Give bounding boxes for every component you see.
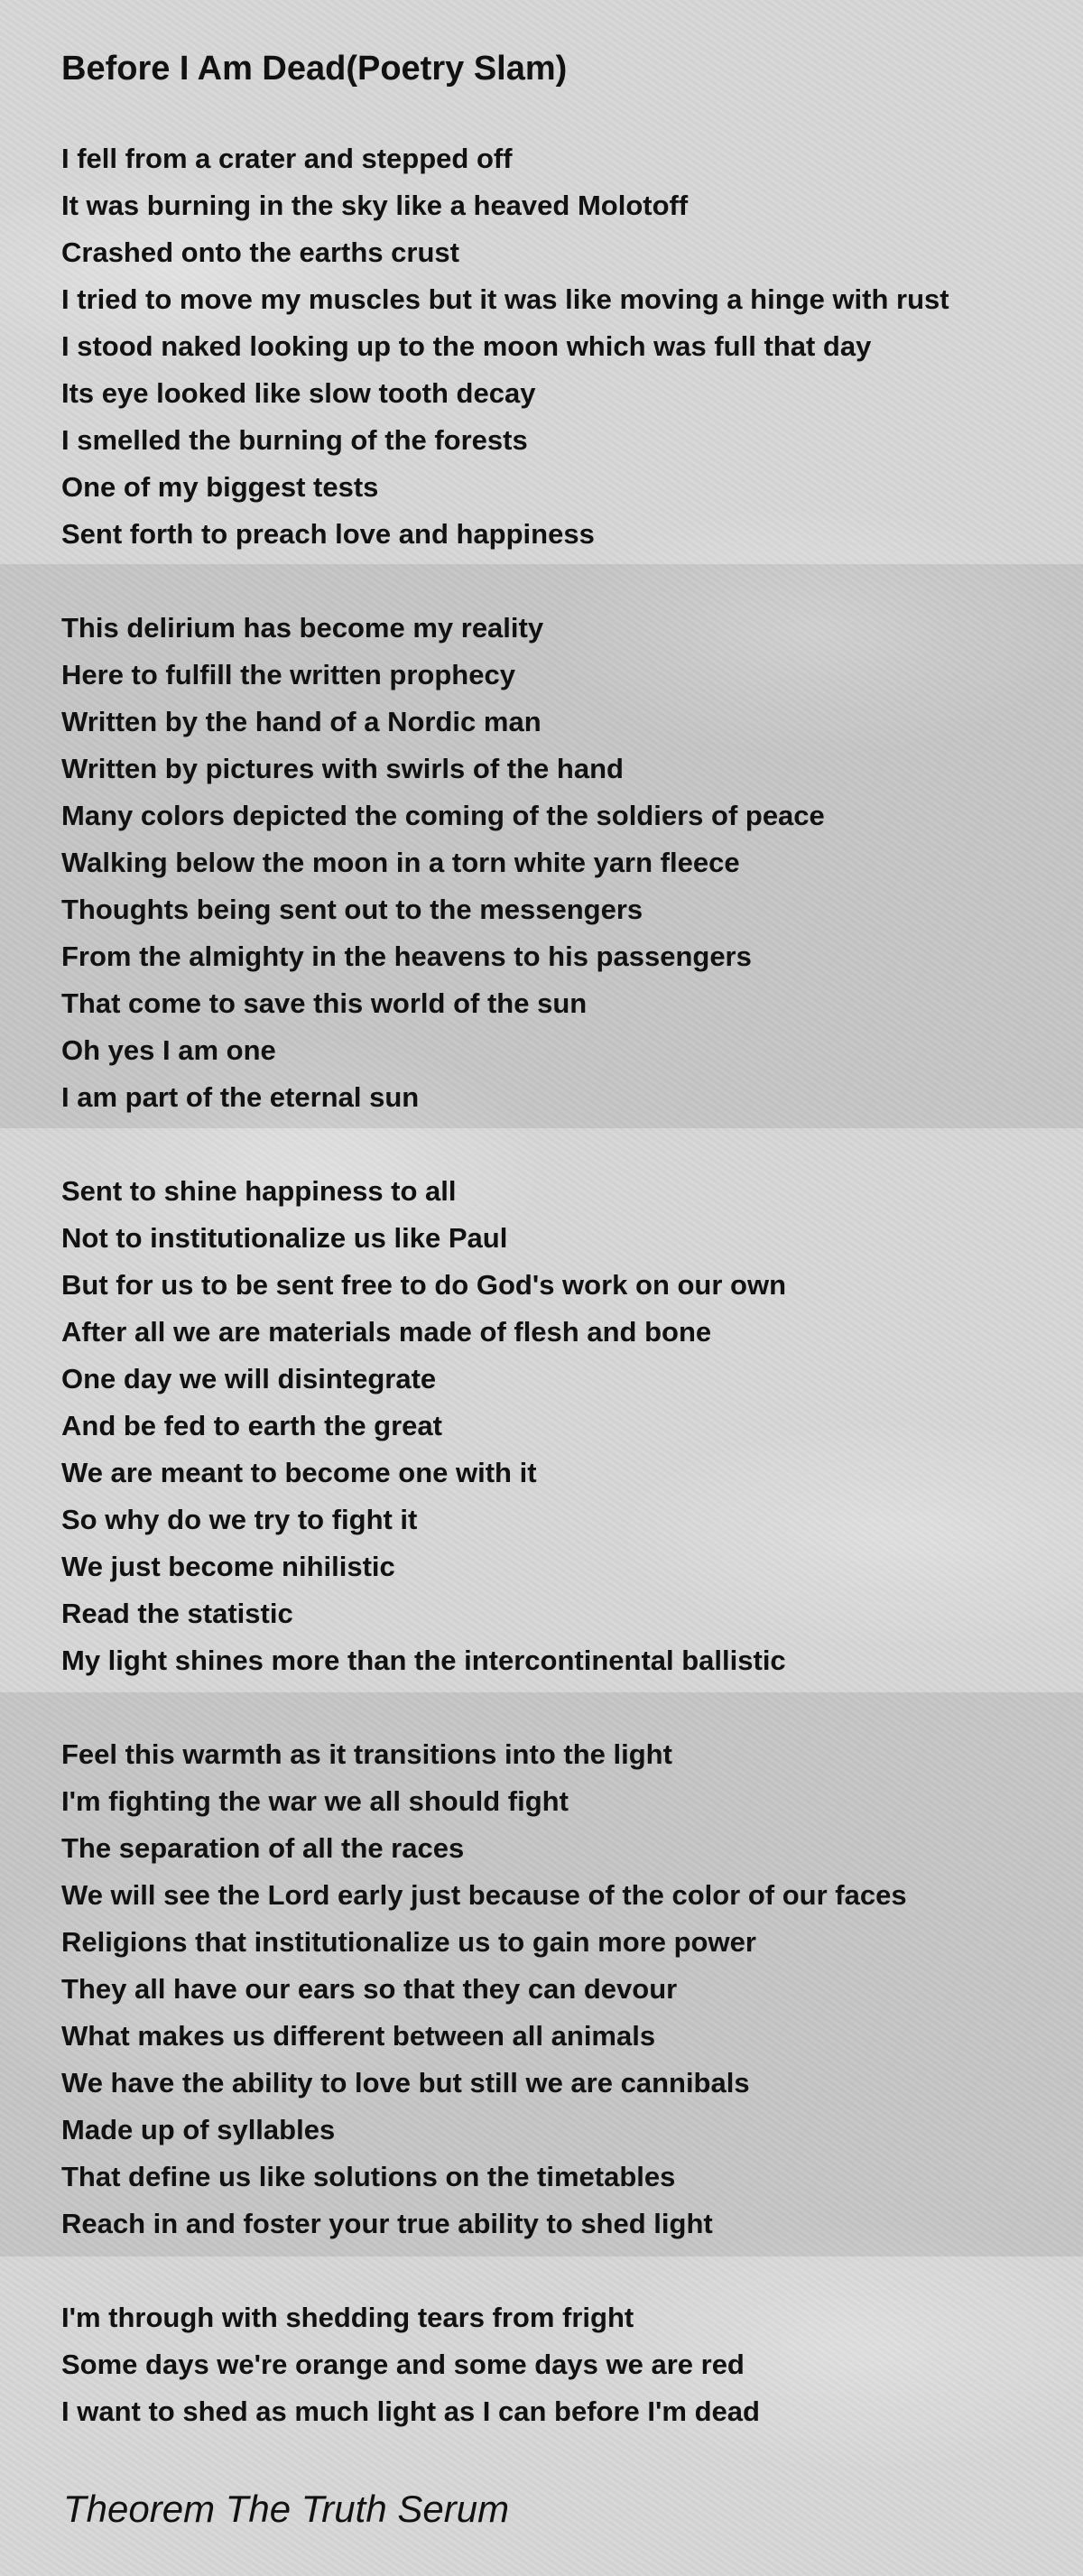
poem-line: Sent to shine happiness to all bbox=[61, 1175, 457, 1207]
stanza-3 bbox=[61, 1168, 786, 1684]
poem-line: Religions that institutionalize us to gain more power bbox=[61, 1926, 756, 1958]
poem-line: Made up of syllables bbox=[61, 2114, 336, 2145]
poem-line: We are meant to become one with it bbox=[61, 1457, 537, 1488]
poem-line: That define us like solutions on the timetables bbox=[61, 2161, 676, 2192]
poem-line: We will see the Lord early just because of the color of our faces bbox=[61, 1879, 907, 1911]
poem-line: Read the statistic bbox=[61, 1598, 293, 1629]
poem-line: And be fed to earth the great bbox=[61, 1410, 442, 1441]
poem-line: Sent forth to preach love and happiness bbox=[61, 518, 595, 550]
poem-line: I tried to move my muscles but it was like moving a hinge with rust bbox=[61, 283, 949, 315]
poem-line: Crashed onto the earths crust bbox=[61, 236, 459, 268]
poem-line: Some days we're orange and some days we are red bbox=[61, 2349, 745, 2380]
poem-line: This delirium has become my reality bbox=[61, 612, 544, 644]
poem-line: It was burning in the sky like a heaved Molotoff bbox=[61, 190, 689, 221]
stanza-2 bbox=[61, 605, 825, 1121]
poem-line: That come to save this world of the sun bbox=[61, 987, 588, 1019]
poem-line: Thoughts being sent out to the messengers bbox=[61, 894, 643, 925]
poem-line: Written by pictures with swirls of the hand bbox=[61, 753, 624, 784]
poem-line: Written by the hand of a Nordic man bbox=[61, 706, 542, 737]
stanza-1 bbox=[61, 135, 949, 558]
poem-line: Walking below the moon in a torn white yarn fleece bbox=[61, 847, 740, 878]
poem-line: I'm through with shedding tears from fright bbox=[61, 2302, 634, 2333]
poem-line: Its eye looked like slow tooth decay bbox=[61, 377, 536, 409]
poem-line: Many colors depicted the coming of the soldiers of peace bbox=[61, 800, 825, 831]
poem-line: Feel this warmth as it transitions into the light bbox=[61, 1738, 672, 1770]
poem-line: I want to shed as much light as I can before I'm dead bbox=[61, 2395, 760, 2427]
poem-line: I smelled the burning of the forests bbox=[61, 424, 528, 456]
poem-line: They all have our ears so that they can devour bbox=[61, 1973, 678, 2005]
poem-line: But for us to be sent free to do God's work on our own bbox=[61, 1269, 787, 1301]
poem-line: So why do we try to fight it bbox=[61, 1504, 418, 1535]
poem-line: One of my biggest tests bbox=[61, 471, 379, 503]
poem-line: What makes us different between all animals bbox=[61, 2020, 656, 2052]
poem-line: The separation of all the races bbox=[61, 1832, 465, 1864]
poem-line: I am part of the eternal sun bbox=[61, 1081, 420, 1113]
poem-line: We have the ability to love but still we are cannibals bbox=[61, 2067, 750, 2099]
stanza-4 bbox=[61, 1731, 907, 2247]
poem-title: Before I Am Dead(Poetry Slam) bbox=[61, 50, 568, 88]
poem-line: Reach in and foster your true ability to shed light bbox=[61, 2208, 713, 2239]
poem-line: After all we are materials made of flesh and bone bbox=[61, 1316, 712, 1348]
poem-line: We just become nihilistic bbox=[61, 1551, 395, 1582]
poem-line: One day we will disintegrate bbox=[61, 1363, 437, 1395]
poem-line: Here to fulfill the written prophecy bbox=[61, 659, 515, 690]
stanza-5 bbox=[61, 2294, 760, 2435]
poem-author: Theorem The Truth Serum bbox=[63, 2488, 510, 2530]
poem-line: I fell from a crater and stepped off bbox=[61, 143, 513, 174]
poem-line: I stood naked looking up to the moon which was full that day bbox=[61, 330, 872, 362]
poem-line: I'm fighting the war we all should fight bbox=[61, 1785, 569, 1817]
poem-line: Not to institutionalize us like Paul bbox=[61, 1222, 508, 1254]
poem-line: Oh yes I am one bbox=[61, 1034, 276, 1066]
poem-line: My light shines more than the intercontinental ballistic bbox=[61, 1645, 786, 1676]
poem-line: From the almighty in the heavens to his passengers bbox=[61, 941, 752, 972]
